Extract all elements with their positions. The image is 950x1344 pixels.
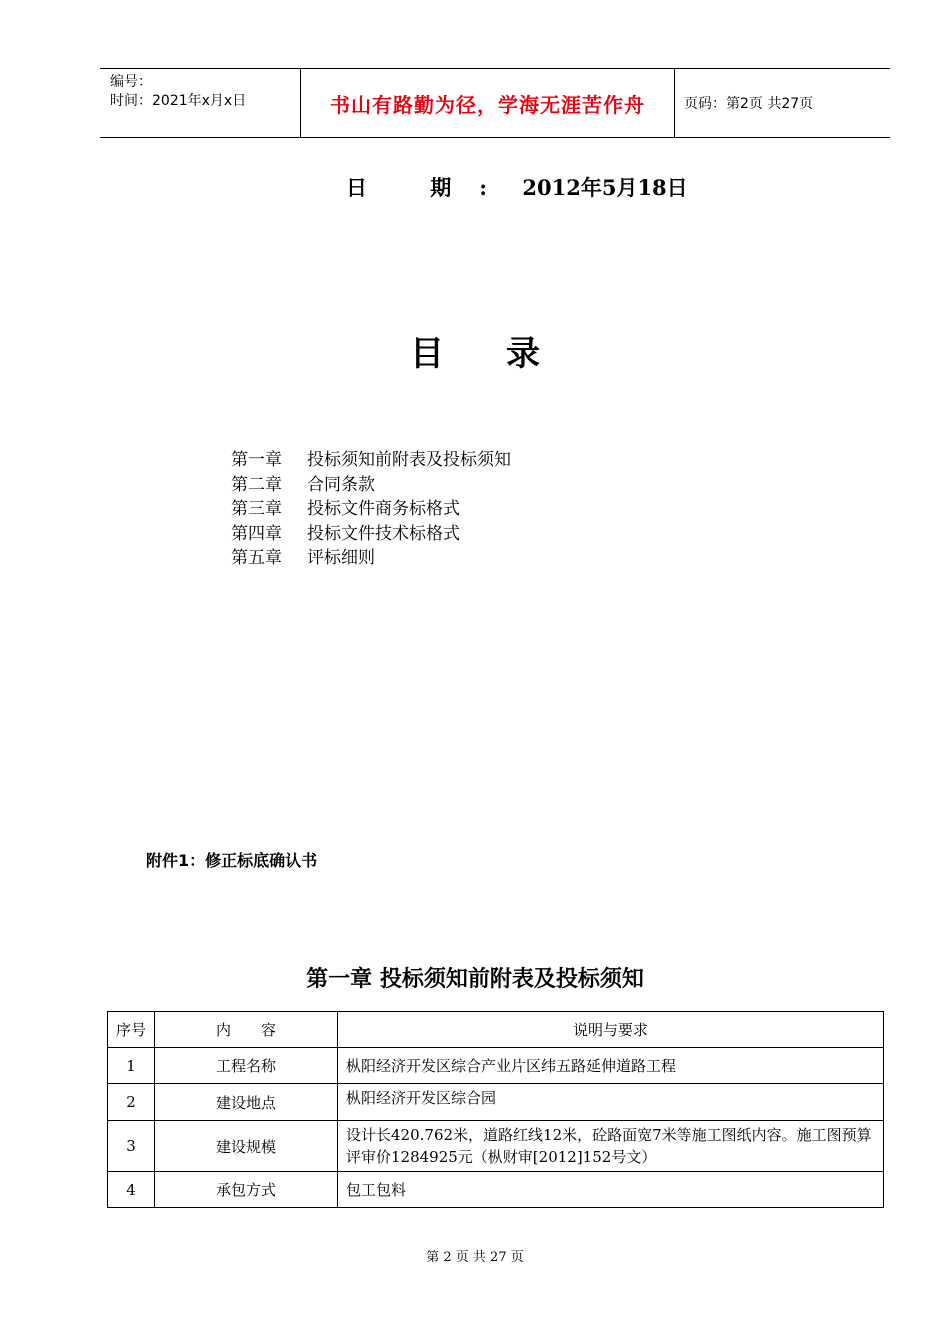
toc-item-title: 投标须知前附表及投标须知 [307,450,511,470]
row-description: 枞阳经济开发区综合产业片区纬五路延伸道路工程 [338,1048,884,1084]
toc-item[interactable] [231,473,511,498]
row-number: 4 [108,1172,155,1208]
table-header-row [108,1012,884,1048]
date-label: 日 期: [346,175,516,200]
row-number: 3 [108,1121,155,1172]
row-number: 2 [108,1084,155,1121]
chapter-heading: 第一章 投标须知前附表及投标须知 [306,967,644,992]
time-label: 时间：2021年x月x日 [110,93,247,109]
toc-title: 目录 [410,334,602,374]
page-footer: 第 2 页 共 27 页 [426,1250,524,1265]
toc-chapter: 第一章 [231,450,282,470]
date-value: 2012年5月18日 [522,175,688,200]
column-header: 序号 [108,1012,155,1048]
page-number-label: 页码：第2页 共27页 [684,96,814,112]
toc-item-title: 投标文件技术标格式 [307,523,460,544]
toc-item[interactable] [231,448,511,473]
column-header: 说明与要求 [338,1012,884,1048]
table-row [108,1084,884,1121]
toc-chapter: 第三章 [231,499,282,519]
header-divider [674,69,675,137]
header-meta [110,73,300,111]
date-line [346,172,688,202]
row-description: 枞阳经济开发区综合园 [338,1084,884,1121]
table-row [108,1048,884,1084]
toc-item[interactable] [231,497,511,522]
row-description: 包工包料 [338,1172,884,1208]
row-item: 建设规模 [155,1121,338,1172]
row-item: 承包方式 [155,1172,338,1208]
toc-chapter: 第五章 [231,548,282,568]
toc-item[interactable] [231,522,511,547]
row-number: 1 [108,1048,155,1084]
toc-item-title: 评标细则 [307,548,375,568]
toc-chapter: 第四章 [231,523,282,544]
toc-chapter: 第二章 [231,474,282,495]
header-motto: 书山有路勤为径，学海无涯苦作舟 [330,92,645,117]
row-item: 建设地点 [155,1084,338,1121]
column-header: 内 容 [155,1012,338,1048]
requirements-table [107,1011,884,1208]
annex-heading: 附件1：修正标底确认书 [146,851,318,870]
number-label: 编号： [110,74,152,90]
page-header [100,68,890,138]
table-of-contents [231,448,511,571]
table-row [108,1121,884,1172]
toc-item-title: 投标文件商务标格式 [307,499,460,519]
toc-item[interactable] [231,546,511,571]
row-description: 设计长420.762米，道路红线12米，砼路面宽7米等施工图纸内容。施工图预算评审价1284925元（枞财审[2012]152号文） [338,1121,884,1172]
table-row [108,1172,884,1208]
toc-item-title: 合同条款 [307,474,375,495]
row-item: 工程名称 [155,1048,338,1084]
